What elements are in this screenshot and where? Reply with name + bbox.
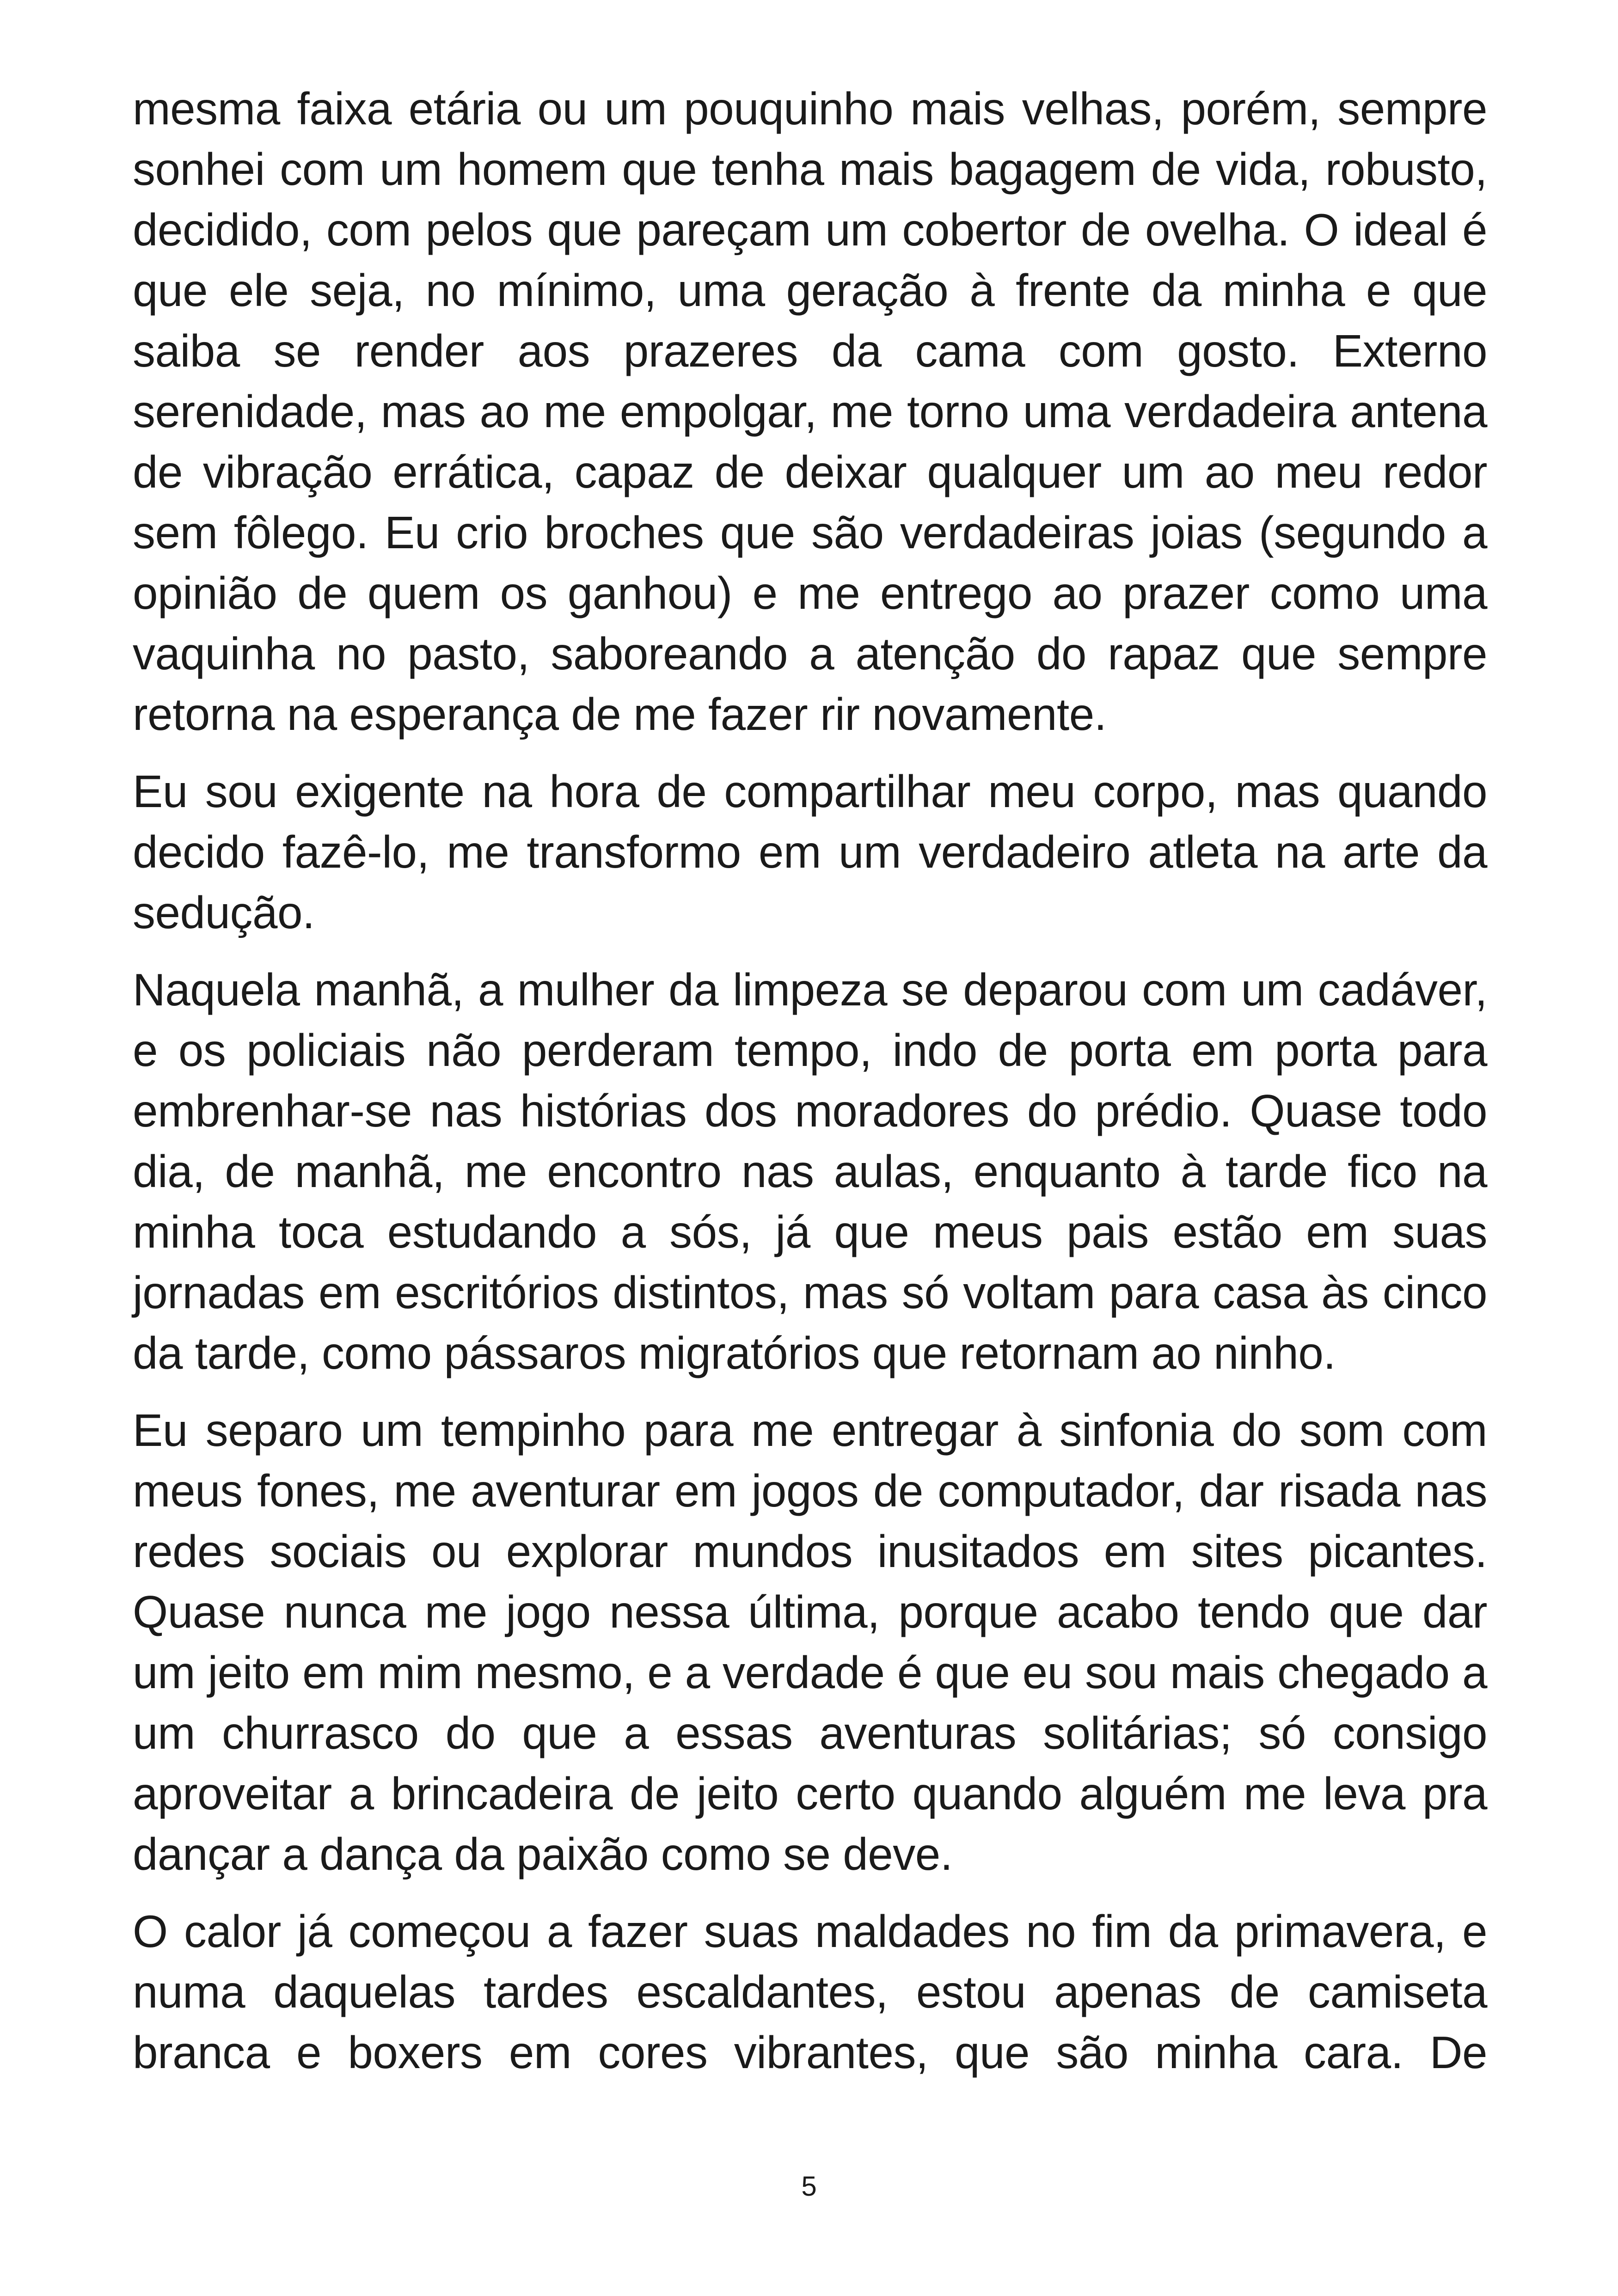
paragraph-4: Eu separo um tempinho para me entregar à sinfonia do som com meus fones, me aventurar em jogos de computador, dar risada nas redes sociais ou explorar mundos inusitados em sites picantes. Quase nunca me jogo nessa última, porque acabo tendo que dar um jeito em mim mesmo, e a verdade é que eu sou mais chegado a um churrasco do que a essas aventuras solitárias; só consigo aproveitar a brincadeira de jeito certo quando alguém me leva pra dançar a dança da paixão como se deve. [133, 1405, 1487, 1880]
paragraph-3: Naquela manhã, a mulher da limpeza se deparou com um cadáver, e os policiais não perderam tempo, indo de porta em porta para embrenhar-se nas histórias dos moradores do prédio. Quase todo dia, de manhã, me encontro nas aulas, enquanto à tarde fico na minha toca estudando a sós, já que meus pais estão em suas jornadas em escritórios distintos, mas só voltam para casa às cinco da tarde, como pássaros migratórios que retornam ao ninho. [133, 964, 1487, 1378]
page-number: 5 [801, 2171, 817, 2202]
paragraph-1: mesma faixa etária ou um pouquinho mais velhas, porém, sempre sonhei com um homem que tenha mais bagagem de vida, robusto, decidido, com pelos que pareçam um cobertor de ovelha. O ideal é que ele seja, no mínimo, uma geração à frente da minha e que saiba se render aos prazeres da cama com gosto. Externo serenidade, mas ao me empolgar, me torno uma verdadeira antena de vibração errática, capaz de deixar qualquer um ao meu redor sem fôlego. Eu crio broches que são verdadeiras joias (segundo a opinião de quem os ganhou) e me entrego ao prazer como uma vaquinha no pasto, saboreando a atenção do rapaz que sempre retorna na esperança de me fazer rir novamente. [133, 83, 1487, 740]
paragraph-2: Eu sou exigente na hora de compartilhar meu corpo, mas quando decido fazê-lo, me transformo em um verdadeiro atleta na arte da sedução. [133, 766, 1487, 938]
body-text [133, 79, 1487, 2100]
paragraph-5: O calor já começou a fazer suas maldades no fim da primavera, e numa daquelas tardes escaldantes, estou apenas de camiseta branca e boxers em cores vibrantes, que são minha cara. De [133, 1906, 1487, 2078]
